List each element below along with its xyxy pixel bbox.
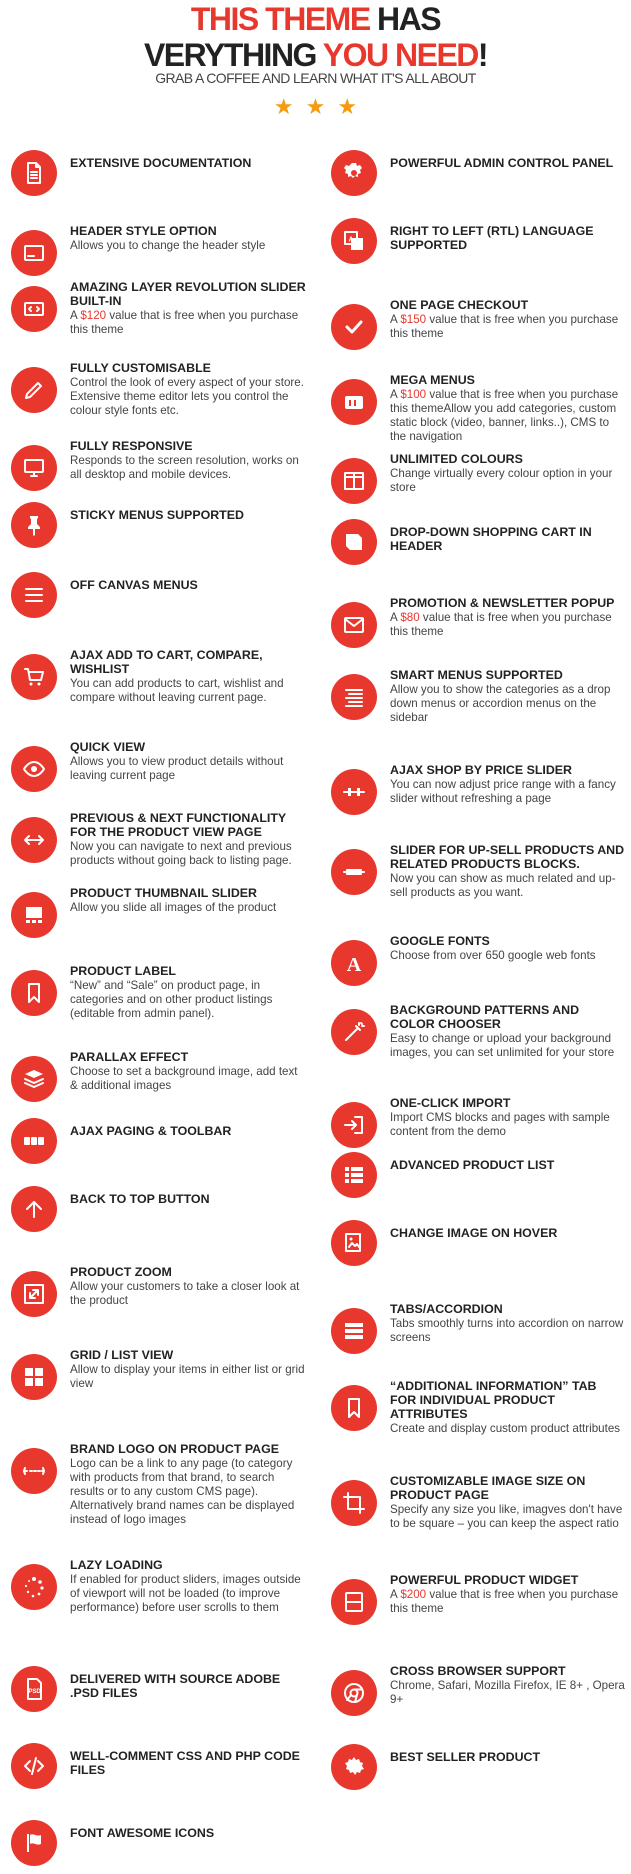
feature-text [390,934,626,963]
feature-title: ADVANCED PRODUCT LIST [390,1158,555,1172]
price-value: $80 [400,611,420,624]
headline-red-text-2: YOU NEED [322,37,478,73]
feature-title: ONE PAGE CHECKOUT [390,298,529,312]
import-icon [331,1102,377,1148]
check-icon [331,304,377,350]
feature-text [70,740,306,783]
feature-text [390,596,626,639]
feature-text [390,763,626,806]
price-prefix: A [390,611,401,624]
feature-text [390,1573,626,1616]
headline-line-2 [0,38,631,72]
translate-icon [331,218,377,264]
feature-text [390,452,626,495]
feature-title: DROP-DOWN SHOPPING CART IN HEADER [390,525,592,553]
feature-title: PARALLAX EFFECT [70,1050,189,1064]
feature-description: Choose from over 650 google web fonts [390,949,596,962]
gear-icon [331,150,377,196]
code-icon [11,1743,57,1789]
arrows-horizontal-icon [11,817,57,863]
feature-description: Allow you slide all images of the product [70,901,277,914]
feature-description: Choose to set a background image, add text & additional images [70,1065,298,1092]
feature-title: POWERFUL ADMIN CONTROL PANEL [390,156,614,170]
feature-text [70,1348,306,1391]
arrow-up-icon [11,1186,57,1232]
feature-text [70,361,306,418]
columns-icon [331,458,377,504]
price-value: $100 [400,388,427,401]
feature-text [70,1672,306,1700]
headline-line-1 [0,2,631,36]
price-suffix: value that is free when you purchase this theme [390,1588,619,1615]
mega-menu-icon [331,379,377,425]
subtitle: GRAB A COFFEE AND LEARN WHAT IT'S ALL ABOUT [155,70,476,86]
feature-title: PRODUCT THUMBNAIL SLIDER [70,886,258,900]
feature-text [390,1474,626,1531]
feature-description: Easy to change or upload your background images, you can set unlimited for your store [390,1032,615,1059]
feature-title: CROSS BROWSER SUPPORT [390,1664,566,1678]
headline-dark-text-2: VERYTHING [143,37,323,73]
feature-title: POWERFUL PRODUCT WIDGET [390,1573,579,1587]
edit-icon [11,367,57,413]
feature-text [390,298,626,341]
feature-text [390,1226,626,1240]
feature-text [390,1379,626,1436]
feature-title: PROMOTION & NEWSLETTER POPUP [390,596,615,610]
feature-text [70,280,306,337]
feature-title: OFF CANVAS MENUS [70,578,198,592]
feature-text [70,648,306,705]
star-icon: ★ [337,94,358,119]
font-icon [331,940,377,986]
grid-list-icon [11,1354,57,1400]
feature-text [390,1003,626,1060]
feature-description: Change virtually every colour option in your store [390,467,613,494]
feature-title: SLIDER FOR UP-SELL PRODUCTS AND RELATED PRODUCTS BLOCKS. [390,843,625,871]
feature-title: BACK TO TOP BUTTON [70,1192,210,1206]
chrome-icon [331,1670,377,1716]
feature-text [70,1050,306,1093]
price-suffix: value that is free when you purchase this theme [70,309,299,336]
feature-description: Tabs smoothly turns into accordion on narrow screens [390,1317,624,1344]
envelope-icon [331,602,377,648]
price-value: $120 [80,309,107,322]
layers-icon [11,1056,57,1102]
price-suffix: value that is free when you purchase this theme [390,313,619,340]
feature-title: DELIVERED WITH SOURCE ADOBE .PSD FILES [70,1672,281,1700]
list-icon [331,674,377,720]
feature-title: “ADDITIONAL INFORMATION” TAB FOR INDIVIDUAL PRODUCT ATTRIBUTES [390,1379,597,1421]
feature-title: MEGA MENUS [390,373,475,387]
feature-text [70,1749,306,1777]
feature-title: FONT AWESOME ICONS [70,1826,215,1840]
bookmark-icon [11,970,57,1016]
price-prefix: A [390,1588,401,1601]
feature-description [390,1588,626,1616]
feature-description: Control the look of every aspect of your store. Extensive theme editor lets you control the colour style fonts etc. [70,376,304,417]
feature-description: Chrome, Safari, Mozilla Firefox, IE 8+ , Opera 9+ [390,1679,625,1706]
star-icon: ★ [273,94,294,119]
cart-icon [11,654,57,700]
feature-title: AJAX SHOP BY PRICE SLIDER [390,763,573,777]
zoom-icon [11,1271,57,1317]
feature-title: BRAND LOGO ON PRODUCT PAGE [70,1442,280,1456]
feature-description: You can add products to cart, wishlist and compare without leaving current page. [70,677,284,704]
feature-description [390,611,626,639]
feature-title: SMART MENUS SUPPORTED [390,668,563,682]
feature-title: WELL-COMMENT CSS AND PHP CODE FILES [70,1749,300,1777]
feature-title: AMAZING LAYER REVOLUTION SLIDER BUILT-IN [70,280,306,308]
feature-text [70,811,306,868]
feature-text [390,1302,626,1345]
feature-description: Allow to display your items in either list or grid view [70,1363,305,1390]
feature-title: HEADER STYLE OPTION [70,224,217,238]
feature-title: EXTENSIVE DOCUMENTATION [70,156,252,170]
feature-title: GRID / LIST VIEW [70,1348,174,1362]
slider-icon [11,286,57,332]
feature-text [70,578,306,592]
thumbnail-icon [11,892,57,938]
star-icon: ★ [305,94,326,119]
feature-description: Allow your customers to take a closer look at the product [70,1280,300,1307]
feature-description: Responds to the screen resolution, works on all desktop and mobile devices. [70,454,299,481]
feature-text [390,1750,626,1764]
feature-text [390,843,626,900]
svg-text:A: A [348,236,354,244]
menu-icon [11,572,57,618]
feature-description: Now you can show as much related and up-sell products as you want. [390,872,616,899]
svg-text:A: A [346,954,362,975]
feature-text [390,156,626,170]
header-window-icon [11,230,57,276]
feature-description: Now you can navigate to next and previous products without going back to listing page. [70,840,292,867]
feature-title: LAZY LOADING [70,1558,163,1572]
feature-title: AJAX ADD TO CART, COMPARE, WISHLIST [70,648,263,676]
image-icon [331,1220,377,1266]
feature-text [390,1664,626,1707]
headline-exclamation: ! [477,37,488,73]
feature-title: UNLIMITED COLOURS [390,452,523,466]
crop-icon [331,1480,377,1526]
price-suffix: value that is free when you purchase this theme [390,611,612,638]
feature-title: FULLY CUSTOMISABLE [70,361,211,375]
feature-text [70,1265,306,1308]
feature-text [390,224,626,252]
feature-title: AJAX PAGING & TOOLBAR [70,1124,232,1138]
feature-description: Create and display custom product attributes [390,1422,621,1435]
feature-description [390,388,626,444]
feature-text [70,1192,306,1206]
feature-description: Specify any size you like, imagves don't have to be square – you can keep the aspect ratio [390,1503,623,1530]
feature-text [70,886,306,915]
bookmark-icon [331,1385,377,1431]
price-prefix: A [390,313,401,326]
range-slider-icon [331,769,377,815]
price-prefix: A [390,388,401,401]
price-value: $200 [400,1588,427,1601]
feature-text [390,1158,626,1172]
product-list-icon [331,1152,377,1198]
magic-wand-icon [331,1009,377,1055]
feature-title: FULLY RESPONSIVE [70,439,193,453]
svg-text:PSD: PSD [28,1689,41,1695]
feature-title: RIGHT TO LEFT (RTL) LANGUAGE SUPPORTED [390,224,594,252]
feature-text [390,525,626,553]
feature-title: PREVIOUS & NEXT FUNCTIONALITY FOR THE PRODUCT VIEW PAGE [70,811,286,839]
feature-description: Allows you to change the header style [70,239,266,252]
feature-text [70,156,306,170]
feature-title: TABS/ACCORDION [390,1302,503,1316]
feature-title: PRODUCT ZOOM [70,1265,172,1279]
feature-description: “New” and “Sale” on product page, in categories and on other product listings (editable from admin panel). [70,979,273,1020]
feature-description [390,313,626,341]
feature-text [70,508,306,522]
feature-title: QUICK VIEW [70,740,146,754]
tabs-icon [331,1308,377,1354]
feature-description: Allows you to view product details without leaving current page [70,755,284,782]
feature-title: BEST SELLER PRODUCT [390,1750,541,1764]
dots-icon [11,1448,57,1494]
feature-text [70,1124,306,1138]
feature-description: Logo can be a link to any page (to category with products from that brand, to search results or to any custom CMS page). Alternatively brand names can be displayed instead of logo images [70,1457,295,1526]
rating-stars [0,96,631,119]
monitor-icon [11,445,57,491]
feature-text [70,1826,306,1840]
feature-description: You can now adjust price range with a fancy slider without refreshing a page [390,778,616,805]
feature-text [390,668,626,725]
feature-description: If enabled for product sliders, images outside of viewport will not be loaded (to improve performance) before user scrolls to them [70,1573,301,1614]
slider-bar-icon [331,849,377,895]
price-suffix: value that is free when you purchase this themeAllow you add categories, custom static block (video, banner, links..), CMS to the navigation [390,388,619,443]
feature-text [390,373,626,444]
headline-dark-text: HAS [369,1,441,37]
feature-title: ONE-CLICK IMPORT [390,1096,511,1110]
paging-icon [11,1118,57,1164]
widget-icon [331,1579,377,1625]
price-value: $150 [400,313,427,326]
price-prefix: A [70,309,81,322]
feature-title: GOOGLE FONTS [390,934,490,948]
spinner-icon [11,1564,57,1610]
pin-icon [11,502,57,548]
feature-title: CHANGE IMAGE ON HOVER [390,1226,558,1240]
feature-text [70,224,306,253]
flag-icon [11,1820,57,1866]
feature-title: BACKGROUND PATTERNS AND COLOR CHOOSER [390,1003,580,1031]
feature-text [70,1558,306,1615]
feature-description [70,309,306,337]
feature-description: Import CMS blocks and pages with sample content from the demo [390,1111,610,1138]
badge-icon [331,1744,377,1790]
eye-icon [11,746,57,792]
feature-description: Allow you to show the categories as a drop down menus or accordion menus on the sidebar [390,683,611,724]
feature-title: STICKY MENUS SUPPORTED [70,508,244,522]
feature-text [70,964,306,1021]
feature-title: PRODUCT LABEL [70,964,177,978]
feature-title: CUSTOMIZABLE IMAGE SIZE ON PRODUCT PAGE [390,1474,586,1502]
feature-text [70,1442,306,1527]
headline-red-text: THIS THEME [190,1,370,37]
psd-file-icon [11,1666,57,1712]
document-icon [11,150,57,196]
feature-text [390,1096,626,1139]
dropdown-cart-icon [331,519,377,565]
feature-text [70,439,306,482]
